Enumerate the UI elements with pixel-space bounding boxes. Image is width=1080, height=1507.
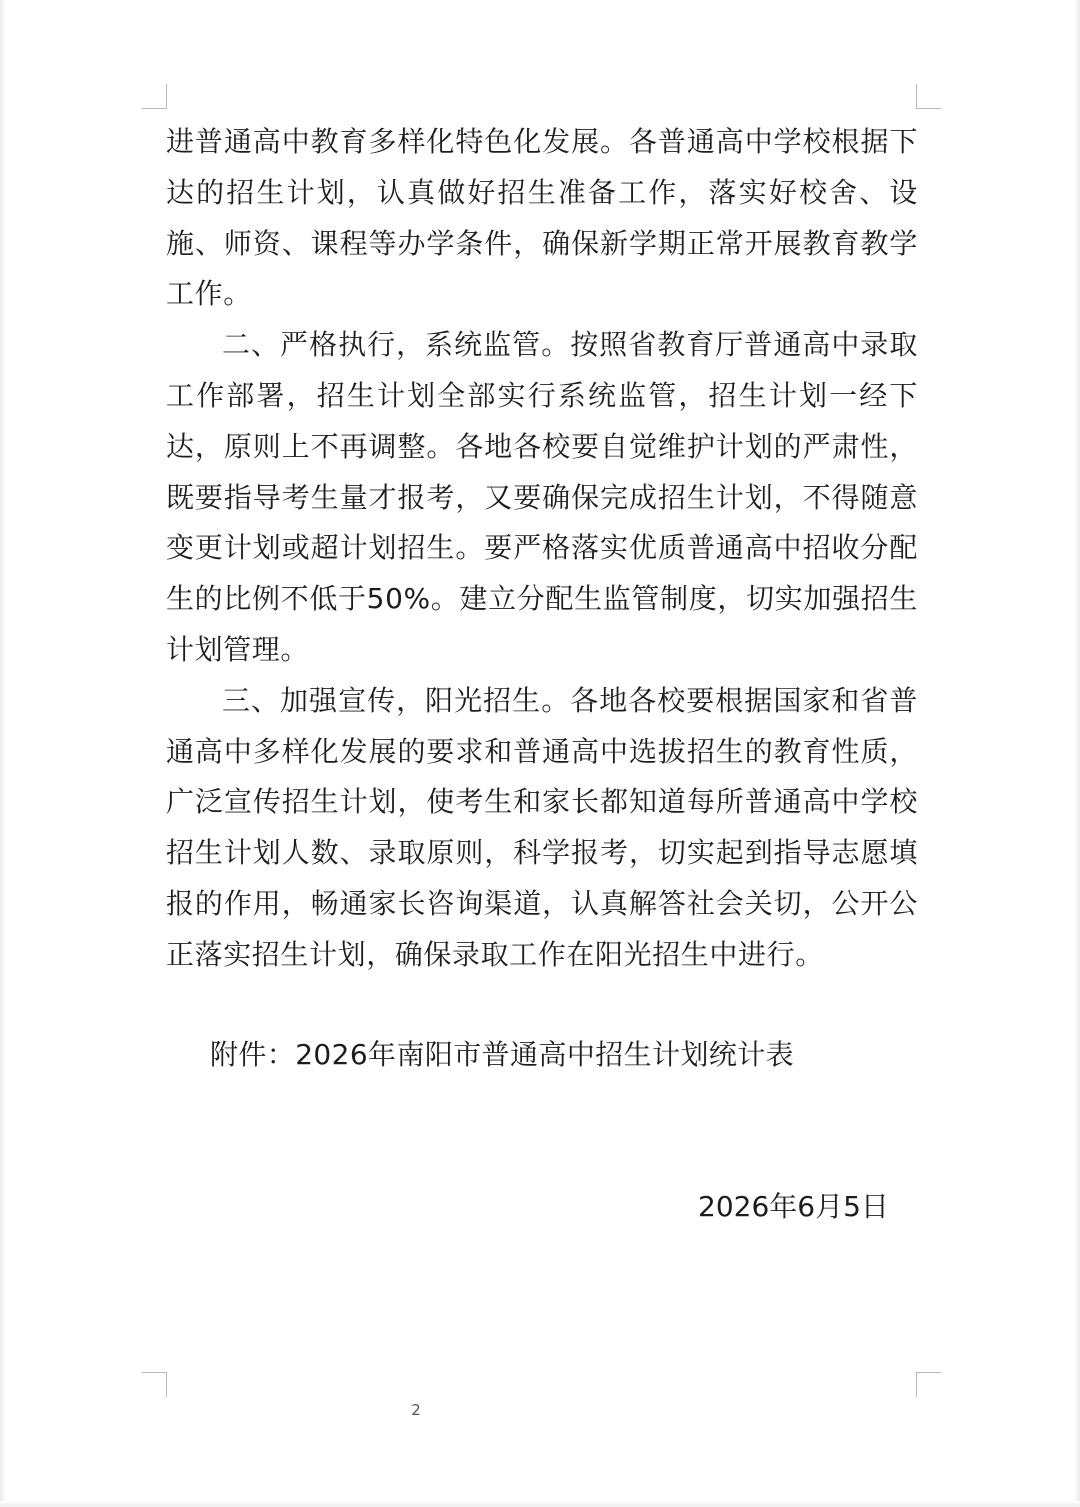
paragraph-section-three: 三、加强宣传，阳光招生。各地各校要根据国家和省普通高中多样化发展的要求和普通高中选拔招生的教育性质，广泛宣传招生计划，使考生和家长都知道每所普通高中学校招生计划人数、录取原则，科学报考，切实起到指导志愿填报的作用，畅通家长咨询渠道，认真解答社会关切，公开公正落实招生计划，确保录取工作在阳光招生中进行。 [166,683,918,971]
crop-mark-bottom-left-icon [142,1372,167,1397]
attachment-line: 附件：2026年南阳市普通高中招生计划统计表 [210,1038,795,1071]
document-body [166,117,918,981]
page-bottom-edge [0,1501,1080,1507]
document-date: 2026年6月5日 [698,1190,889,1223]
paragraph-continuation: 进普通高中教育多样化特色化发展。各普通高中学校根据下达的招生计划，认真做好招生准备工作，落实好校舍、设施、师资、课程等办学条件，确保新学期正常开展教育教学工作。 [166,125,918,311]
page-number: 2 [411,1401,421,1419]
crop-mark-bottom-right-icon [916,1372,941,1397]
crop-mark-top-left-icon [142,84,167,109]
page-left-edge [0,0,6,1507]
paragraph-section-two: 二、严格执行，系统监管。按照省教育厅普通高中录取工作部署，招生计划全部实行系统监管，招生计划一经下达，原则上不再调整。各地各校要自觉维护计划的严肃性，既要指导考生量才报考，又要确保完成招生计划，不得随意变更计划或超计划招生。要严格落实优质普通高中招收分配生的比例不低于50%。建立分配生监管制度，切实加强招生计划管理。 [166,328,918,666]
crop-mark-top-right-icon [916,84,941,109]
page-right-edge [1074,0,1080,1507]
